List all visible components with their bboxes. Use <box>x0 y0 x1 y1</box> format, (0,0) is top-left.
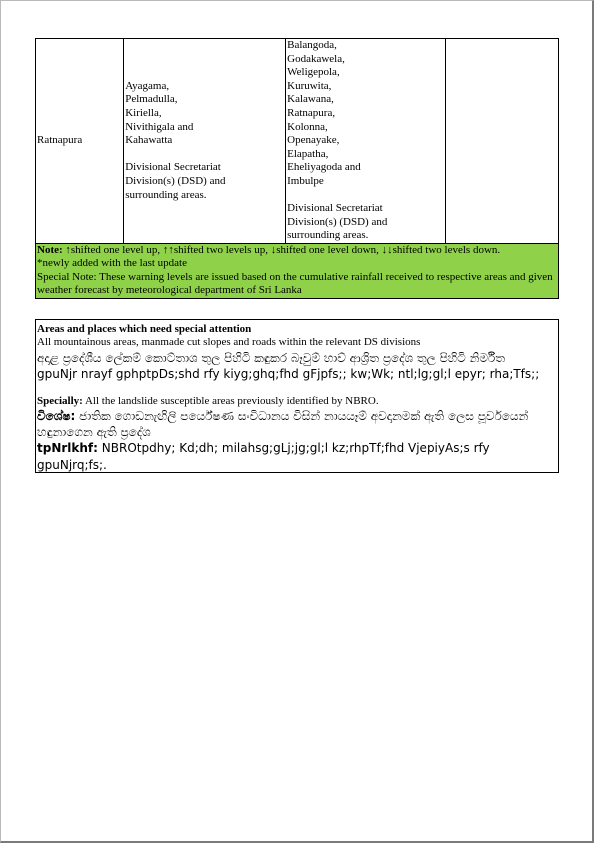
newly-added-note: *newly added with the last update <box>37 257 187 270</box>
division-item: Ratnapura, <box>287 106 336 119</box>
dsd-suffix-line: Division(s) (DSD) and <box>125 174 226 187</box>
tamil-specially-text: NBROtpdhy; Kd;dh; milahsg;gLj;jg;gl;l kz;rhpTf;fhd VjepiyAs;s rfy gpuNjrq;fs;. <box>37 440 490 472</box>
division-item: Nivithigala and <box>125 120 194 133</box>
dsd-suffix-line: Division(s) (DSD) and <box>287 215 388 228</box>
dsd-suffix-line: Divisional Secretariat <box>125 161 221 174</box>
tamil-description: gpuNjr nrayf gphptpDs;shd rfy kiyg;ghq;fhd gFjpfs;; kw;Wk; ntl;lg;gl;l epyr; rha;Tfs;; <box>37 366 540 381</box>
note-cell <box>36 243 559 298</box>
sinhala-description: අදාළ ප්‍රදේශීය ලේකම් කොට්තාශ තුල පිහිටි කඳුකර බෑවුම් හාව් ආශ්‍රිත ප්‍රදේශ තුල පිහිටි නිර්මිත <box>37 350 505 365</box>
english-description: All mountainous areas, manmade cut slopes and roads within the relevant DS divisions <box>37 336 421 349</box>
specially-text: All the landslide susceptible areas previously identified by NBRO. <box>82 394 379 407</box>
note-label: Note: <box>37 243 63 256</box>
table-row <box>36 39 559 244</box>
tamil-specially-line <box>37 440 557 474</box>
division-item: Kuruwita, <box>287 79 332 92</box>
tamil-specially-label: tpNrlkhf: <box>37 440 98 455</box>
specially-label: Specially: <box>37 394 83 407</box>
division-item: Kiriella, <box>125 106 162 119</box>
special-attention-title: Areas and places which need special attention <box>37 323 252 335</box>
division-item: Pelmadulla, <box>125 93 178 106</box>
empty-level-cell <box>446 39 559 244</box>
level-divisions-cell <box>124 39 286 244</box>
sinhala-specially-line <box>37 408 557 440</box>
division-item: Kalawana, <box>287 93 334 106</box>
special-note: Special Note: These warning levels are issued based on the cumulative rainfall received to respective areas and given weather forecast by meteorological department of Sri Lanka <box>37 270 553 297</box>
other-divisions-cell <box>286 39 446 244</box>
sinhala-specially-label: විශේෂ: <box>37 408 76 423</box>
note-line <box>37 244 557 257</box>
division-item: Balangoda, <box>287 39 337 51</box>
district-name: Ratnapura <box>37 134 83 147</box>
division-item: Eheliyagoda and <box>287 161 361 174</box>
specially-line <box>37 395 557 408</box>
division-item: Godakawela, <box>287 52 345 65</box>
dsd-suffix-line: surrounding areas. <box>287 229 369 242</box>
division-item: Elapatha, <box>287 147 329 160</box>
note-text: ↑shifted one level up, ↑↑shifted two levels up, ↓shifted one level down, ↓↓shifted two levels down. <box>62 243 501 256</box>
division-item: Openayake, <box>287 134 340 147</box>
sinhala-specially-text: ජාතික ගොඩනැඟිලි පර්යේෂණ සංවිධානය විසින් නායයෑම් අවදානමක් ඇති ලෙස පූර්වයෙන් හඳුනාගෙන ඇති ප්‍රදේශ <box>37 408 529 439</box>
division-item: Weligepola, <box>287 66 340 79</box>
division-item: Imbulpe <box>287 174 324 187</box>
note-row <box>36 243 559 298</box>
dsd-suffix-line: surrounding areas. <box>125 188 207 201</box>
dsd-suffix-line: Divisional Secretariat <box>287 202 383 215</box>
special-attention-box <box>35 319 559 473</box>
division-item: Kolonna, <box>287 120 328 133</box>
warning-table <box>35 38 559 299</box>
division-item: Kahawatta <box>125 134 173 147</box>
district-cell <box>36 39 124 244</box>
division-item: Ayagama, <box>125 79 170 92</box>
